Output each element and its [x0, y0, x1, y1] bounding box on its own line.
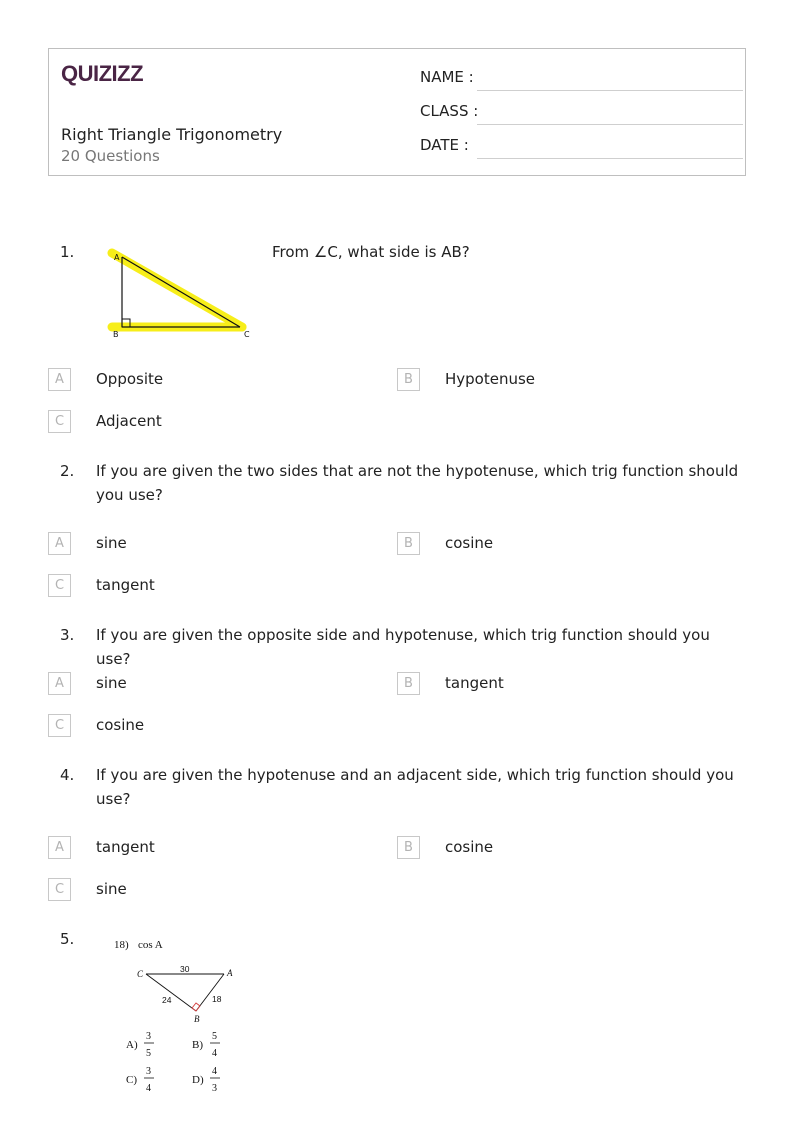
choice-d-denominator: 3 — [212, 1083, 217, 1094]
choice-c-denominator: 4 — [146, 1083, 151, 1094]
question-3-number: 3. — [60, 626, 75, 644]
question-2-option-c-text[interactable]: tangent — [96, 576, 155, 594]
name-field[interactable] — [420, 68, 740, 92]
worksheet-header — [48, 48, 746, 176]
side-cb-length: 24 — [162, 995, 172, 1005]
side-ac — [122, 257, 240, 327]
question-1-option-c-text[interactable]: Adjacent — [96, 412, 162, 430]
name-line[interactable] — [477, 90, 743, 91]
question-2-option-a-text[interactable]: sine — [96, 534, 127, 552]
question-3-option-a-text[interactable]: sine — [96, 674, 127, 692]
side-ca-length: 30 — [180, 964, 190, 974]
triangle-side-ab — [196, 974, 224, 1011]
class-label: CLASS : — [420, 102, 479, 120]
side-ab-length: 18 — [212, 994, 222, 1004]
question-1-option-a-text[interactable]: Opposite — [96, 370, 164, 388]
question-1-text: From ∠C, what side is AB? — [272, 243, 470, 261]
choice-a-denominator: 5 — [146, 1048, 151, 1059]
question-3-option-c-box[interactable]: C — [48, 714, 71, 737]
choice-c-numerator: 3 — [146, 1066, 151, 1077]
vertex-c: C — [137, 969, 144, 979]
choice-d-label: D) — [192, 1074, 204, 1086]
choice-a-label: A) — [126, 1039, 138, 1051]
question-4-option-a-box[interactable]: A — [48, 836, 71, 859]
question-5-number: 5. — [60, 930, 75, 948]
question-4-option-c-box[interactable]: C — [48, 878, 71, 901]
question-2-number: 2. — [60, 462, 75, 480]
question-3-option-b-text[interactable]: tangent — [445, 674, 504, 692]
choice-b-label: B) — [192, 1039, 203, 1051]
question-2-text: If you are given the two sides that are not the hypotenuse, which trig function should you use? — [96, 462, 739, 504]
right-angle-mark — [192, 1003, 200, 1011]
vertex-b-label: B — [113, 330, 119, 339]
question-1-option-c-box[interactable]: C — [48, 410, 71, 433]
question-5-problem-figure — [108, 932, 258, 1100]
triangle-side-cb — [146, 974, 196, 1011]
choice-a-numerator: 3 — [146, 1031, 151, 1042]
vertex-b: B — [194, 1014, 200, 1024]
question-1-number: 1. — [60, 243, 75, 261]
question-3-option-b-box[interactable]: B — [397, 672, 420, 695]
question-4-option-b-text[interactable]: cosine — [445, 838, 494, 856]
choice-b-numerator: 5 — [212, 1031, 217, 1042]
question-4-text: If you are given the hypotenuse and an adjacent side, which trig function should you use? — [96, 766, 734, 808]
problem-expression: cos A — [138, 939, 163, 951]
question-2-option-b-text[interactable]: cosine — [445, 534, 494, 552]
date-field[interactable] — [420, 136, 740, 160]
choice-b-denominator: 4 — [212, 1048, 217, 1059]
question-count: 20 Questions — [61, 147, 160, 165]
question-4-number: 4. — [60, 766, 75, 784]
question-3-text: If you are given the opposite side and hypotenuse, which trig function should you use? — [96, 626, 710, 668]
question-1-option-a-box[interactable]: A — [48, 368, 71, 391]
vertex-c-label: C — [244, 330, 250, 339]
question-2-option-a-box[interactable]: A — [48, 532, 71, 555]
question-1-option-b-text[interactable]: Hypotenuse — [445, 370, 536, 388]
class-line[interactable] — [477, 124, 743, 125]
vertex-a: A — [227, 968, 233, 978]
class-field[interactable] — [420, 102, 740, 126]
logo-text: QUIZIZZ — [61, 61, 144, 86]
question-1-triangle-figure — [100, 243, 260, 343]
date-line[interactable] — [477, 158, 743, 159]
question-2-option-c-box[interactable]: C — [48, 574, 71, 597]
vertex-a-label: A — [114, 253, 120, 262]
choice-c-label: C) — [126, 1074, 137, 1086]
question-1-option-b-box[interactable]: B — [397, 368, 420, 391]
question-4-option-b-box[interactable]: B — [397, 836, 420, 859]
date-label: DATE : — [420, 136, 469, 154]
question-4-option-a-text[interactable]: tangent — [96, 838, 155, 856]
question-2-option-b-box[interactable]: B — [397, 532, 420, 555]
question-4-option-c-text[interactable]: sine — [96, 880, 127, 898]
quizizz-logo — [61, 59, 153, 89]
choice-d-numerator: 4 — [212, 1066, 217, 1077]
question-3-option-c-text[interactable]: cosine — [96, 716, 145, 734]
worksheet-title: Right Triangle Trigonometry — [61, 125, 283, 144]
question-3-option-a-box[interactable]: A — [48, 672, 71, 695]
name-label: NAME : — [420, 68, 474, 86]
problem-label: 18) — [114, 939, 129, 951]
